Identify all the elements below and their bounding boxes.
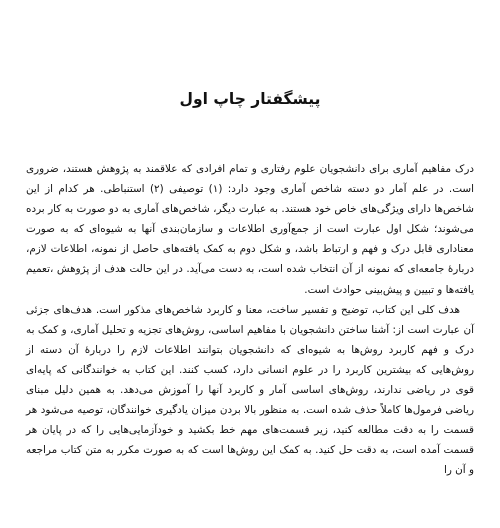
paragraph-2: هدف کلی این کتاب، توضیح و تفسیر ساخت، معنا و کاربرد شاخص‌های مذکور است. هدف‌های جزئی آن عبارت است از: آشنا ساختن دانشجویان با مفاهیم اساسی، روش‌های تجزیه و تحلیل آماری، و کمک به درک و فهم کاربرد روش‌ها به شیوه‌ای که دانشجویان بتوانند اطلاعات لازم را دربارهٔ آن دسته از روش‌هایی که بیشترین کاربرد را در علوم انسانی دارد، کسب کنند. این کتاب به خوانندگانی که پایه‌ای قوی در ریاضی ندارند، روش‌های اساسی آمار و کاربرد آنها را آموزش می‌دهد. به همین دلیل مبنای ریاضی فرمول‌ها کاملاً حذف شده است. به منظور بالا بردن میزان یادگیری خوانندگان، توصیه می‌شود هر قسمت را به دقت مطالعه کنید، زیر قسمت‌های مهم خط بکشید و خودآزمایی‌هایی را که در پایان هر قسمت آمده است، به دقت حل کنید. به کمک این روش‌ها است که به صورت مکرر به متن کتاب مراجعه و آن را: [26, 303, 474, 477]
body-text: [26, 159, 474, 481]
paragraph-1: درک مفاهیم آماری برای دانشجویان علوم رفتاری و تمام افرادی که علاقمند به پژوهش هستند، ضروری است. در علم آمار دو دسته شاخص آماری وجود دارد: (۱) توصیفی (۲) استنباطی. هر کدام از این شاخص‌ها دارای ویژگی‌های خاص خود هستند. به عبارت دیگر، شاخص‌های آماری به دو صورت به کار برده می‌شوند؛ شکل اول عبارت است از جمع‌آوری اطلاعات و سازمان‌بندی آنها به شیوه‌ای که به صورت معناداری قابل درک و فهم و ارتباط باشد، و شکل دوم به کمک یافته‌های حاصل از نمونه، اطلاعات لازم، دربارهٔ جامعه‌ای که نمونه از آن انتخاب شده است، به دست می‌آید. در این حالت هدف از پژوهش ،تعمیم یافته‌ها و تبیین و پیش‌بینی حوادث است.: [26, 163, 474, 296]
page-title: پیشگفتار چاپ اول: [179, 90, 321, 108]
